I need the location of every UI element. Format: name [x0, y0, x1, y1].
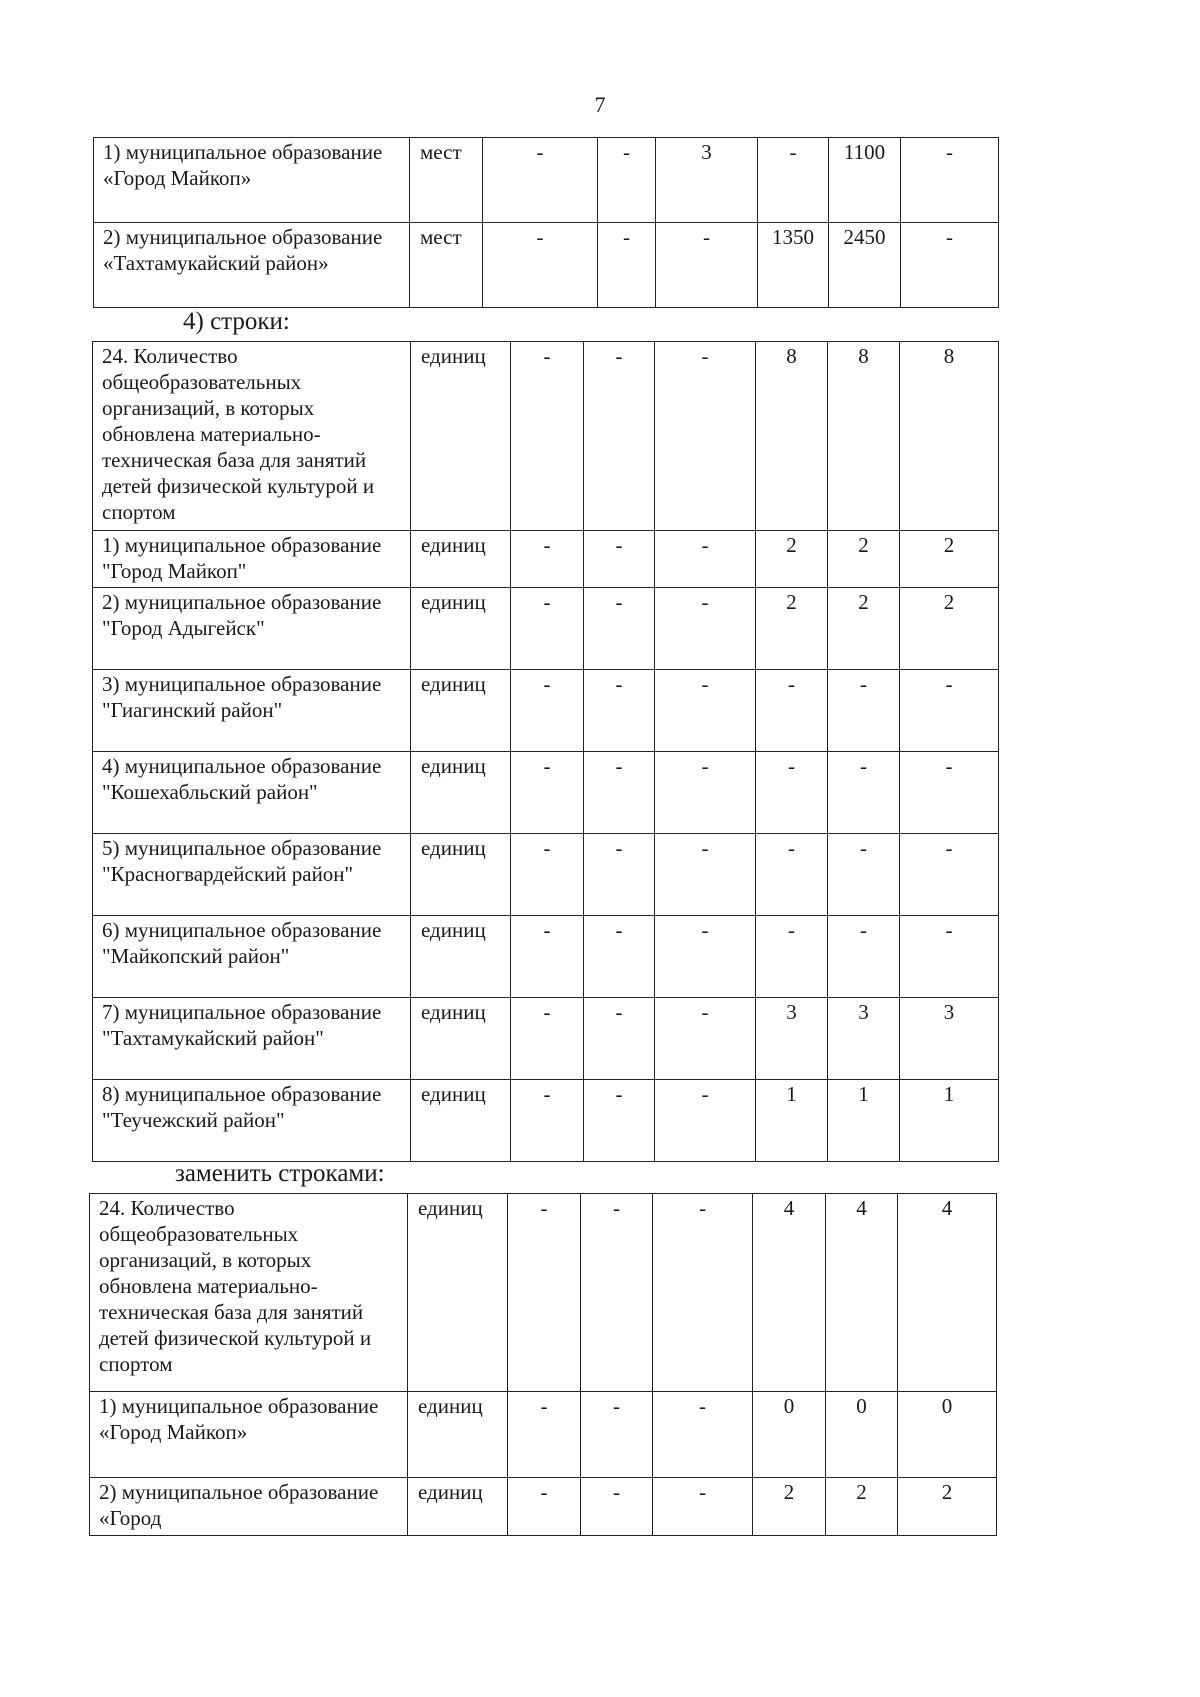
row-name-cell: 6) муниципальное образование "Майкопский район" [93, 916, 411, 998]
caption-replace: заменить строками: [175, 1160, 385, 1187]
value-cell: - [655, 916, 756, 998]
row-name-cell: 2) муниципальное образование «Тахтамукайский район» [94, 223, 410, 308]
table-rows [92, 341, 999, 1162]
value-cell: - [511, 834, 584, 916]
table-row [93, 531, 999, 588]
value-cell: - [756, 670, 828, 752]
value-cell: - [511, 588, 584, 670]
value-cell: 8 [900, 342, 999, 531]
unit-cell: единиц [411, 998, 511, 1080]
value-cell: 3 [828, 998, 900, 1080]
value-cell: 2 [828, 531, 900, 588]
value-cell: 4 [753, 1194, 826, 1392]
value-cell: - [581, 1478, 653, 1536]
table-row [93, 342, 999, 531]
value-cell: 1350 [758, 223, 829, 308]
value-cell: 3 [656, 138, 758, 223]
unit-cell: единиц [408, 1478, 508, 1536]
value-cell: 8 [828, 342, 900, 531]
value-cell: - [900, 916, 999, 998]
value-cell: 1 [828, 1080, 900, 1162]
table-row [93, 752, 999, 834]
value-cell: 2 [826, 1478, 898, 1536]
value-cell: - [655, 670, 756, 752]
value-cell: - [900, 752, 999, 834]
value-cell: - [900, 670, 999, 752]
value-cell: - [653, 1194, 753, 1392]
value-cell: - [508, 1392, 581, 1478]
value-cell: - [758, 138, 829, 223]
row-name-cell: 1) муниципальное образование «Город Майкоп» [90, 1392, 408, 1478]
value-cell: - [511, 752, 584, 834]
unit-cell: единиц [411, 1080, 511, 1162]
value-cell: - [756, 834, 828, 916]
value-cell: 1100 [829, 138, 901, 223]
unit-cell: единиц [411, 342, 511, 531]
table-row [94, 223, 999, 308]
value-cell: - [511, 342, 584, 531]
value-cell: 2 [753, 1478, 826, 1536]
value-cell: - [483, 223, 598, 308]
value-cell: - [584, 752, 655, 834]
value-cell: - [511, 916, 584, 998]
value-cell: 2 [756, 531, 828, 588]
row-name-cell: 1) муниципальное образование "Город Майкоп" [93, 531, 411, 588]
value-cell: 0 [898, 1392, 997, 1478]
row-name-cell: 7) муниципальное образование "Тахтамукайский район" [93, 998, 411, 1080]
value-cell: 2 [900, 588, 999, 670]
value-cell: - [653, 1478, 753, 1536]
value-cell: 4 [898, 1194, 997, 1392]
value-cell: 2 [756, 588, 828, 670]
row-name-cell: 4) муниципальное образование "Кошехабльский район" [93, 752, 411, 834]
value-cell: - [828, 834, 900, 916]
table-replace [89, 1193, 997, 1536]
value-cell: - [655, 531, 756, 588]
value-cell: - [655, 998, 756, 1080]
value-cell: - [584, 916, 655, 998]
table-row [90, 1392, 997, 1478]
value-cell: - [900, 834, 999, 916]
row-name-cell: 2) муниципальное образование "Город Адыгейск" [93, 588, 411, 670]
table-row [90, 1194, 997, 1392]
value-cell: 2450 [829, 223, 901, 308]
value-cell: 0 [753, 1392, 826, 1478]
value-cell: 1 [900, 1080, 999, 1162]
value-cell: - [511, 531, 584, 588]
value-cell: - [756, 916, 828, 998]
value-cell: - [584, 1080, 655, 1162]
unit-cell: единиц [411, 531, 511, 588]
value-cell: 2 [900, 531, 999, 588]
value-cell: - [756, 752, 828, 834]
value-cell: 8 [756, 342, 828, 531]
row-name-cell: 1) муниципальное образование «Город Майкоп» [94, 138, 410, 223]
row-name-cell: 5) муниципальное образование "Красногвардейский район" [93, 834, 411, 916]
value-cell: - [584, 998, 655, 1080]
value-cell: - [901, 223, 999, 308]
value-cell: 1 [756, 1080, 828, 1162]
value-cell: - [584, 531, 655, 588]
value-cell: - [655, 588, 756, 670]
unit-cell: единиц [411, 916, 511, 998]
value-cell: 2 [898, 1478, 997, 1536]
value-cell: - [584, 834, 655, 916]
value-cell: 4 [826, 1194, 898, 1392]
table-row [93, 670, 999, 752]
value-cell: 3 [900, 998, 999, 1080]
table-row [93, 998, 999, 1080]
value-cell: - [598, 138, 656, 223]
page-number: 7 [594, 92, 606, 117]
unit-cell: единиц [411, 752, 511, 834]
caption-rows: 4) строки: [183, 308, 290, 335]
value-cell: - [511, 670, 584, 752]
value-cell: - [656, 223, 758, 308]
value-cell: - [655, 834, 756, 916]
value-cell: 3 [756, 998, 828, 1080]
unit-cell: мест [410, 138, 483, 223]
value-cell: - [655, 342, 756, 531]
value-cell: - [598, 223, 656, 308]
value-cell: - [511, 1080, 584, 1162]
table-top [93, 137, 999, 308]
unit-cell: единиц [408, 1392, 508, 1478]
value-cell: - [901, 138, 999, 223]
table-row [90, 1478, 997, 1536]
value-cell: - [655, 752, 756, 834]
unit-cell: мест [410, 223, 483, 308]
table-row [93, 1080, 999, 1162]
unit-cell: единиц [408, 1194, 508, 1392]
table-row [93, 834, 999, 916]
row-name-cell: 2) муниципальное образование «Город [90, 1478, 408, 1536]
value-cell: - [584, 670, 655, 752]
value-cell: - [828, 752, 900, 834]
value-cell: - [584, 588, 655, 670]
row-name-cell: 24. Количество общеобразовательных организаций, в которых обновлена материально-техническая база для занятий детей физической культурой и спортом [93, 342, 411, 531]
value-cell: - [828, 670, 900, 752]
value-cell: - [483, 138, 598, 223]
value-cell: - [653, 1392, 753, 1478]
table-row [93, 588, 999, 670]
row-name-cell: 3) муниципальное образование "Гиагинский район" [93, 670, 411, 752]
value-cell: - [581, 1194, 653, 1392]
value-cell: - [655, 1080, 756, 1162]
value-cell: 2 [828, 588, 900, 670]
value-cell: - [828, 916, 900, 998]
value-cell: - [508, 1478, 581, 1536]
value-cell: - [581, 1392, 653, 1478]
unit-cell: единиц [411, 588, 511, 670]
value-cell: - [584, 342, 655, 531]
unit-cell: единиц [411, 670, 511, 752]
table-row [93, 916, 999, 998]
value-cell: - [511, 998, 584, 1080]
row-name-cell: 24. Количество общеобразовательных организаций, в которых обновлена материально-техническая база для занятий детей физической культурой и спортом [90, 1194, 408, 1392]
row-name-cell: 8) муниципальное образование "Теучежский район" [93, 1080, 411, 1162]
table-row [94, 138, 999, 223]
value-cell: 0 [826, 1392, 898, 1478]
unit-cell: единиц [411, 834, 511, 916]
value-cell: - [508, 1194, 581, 1392]
